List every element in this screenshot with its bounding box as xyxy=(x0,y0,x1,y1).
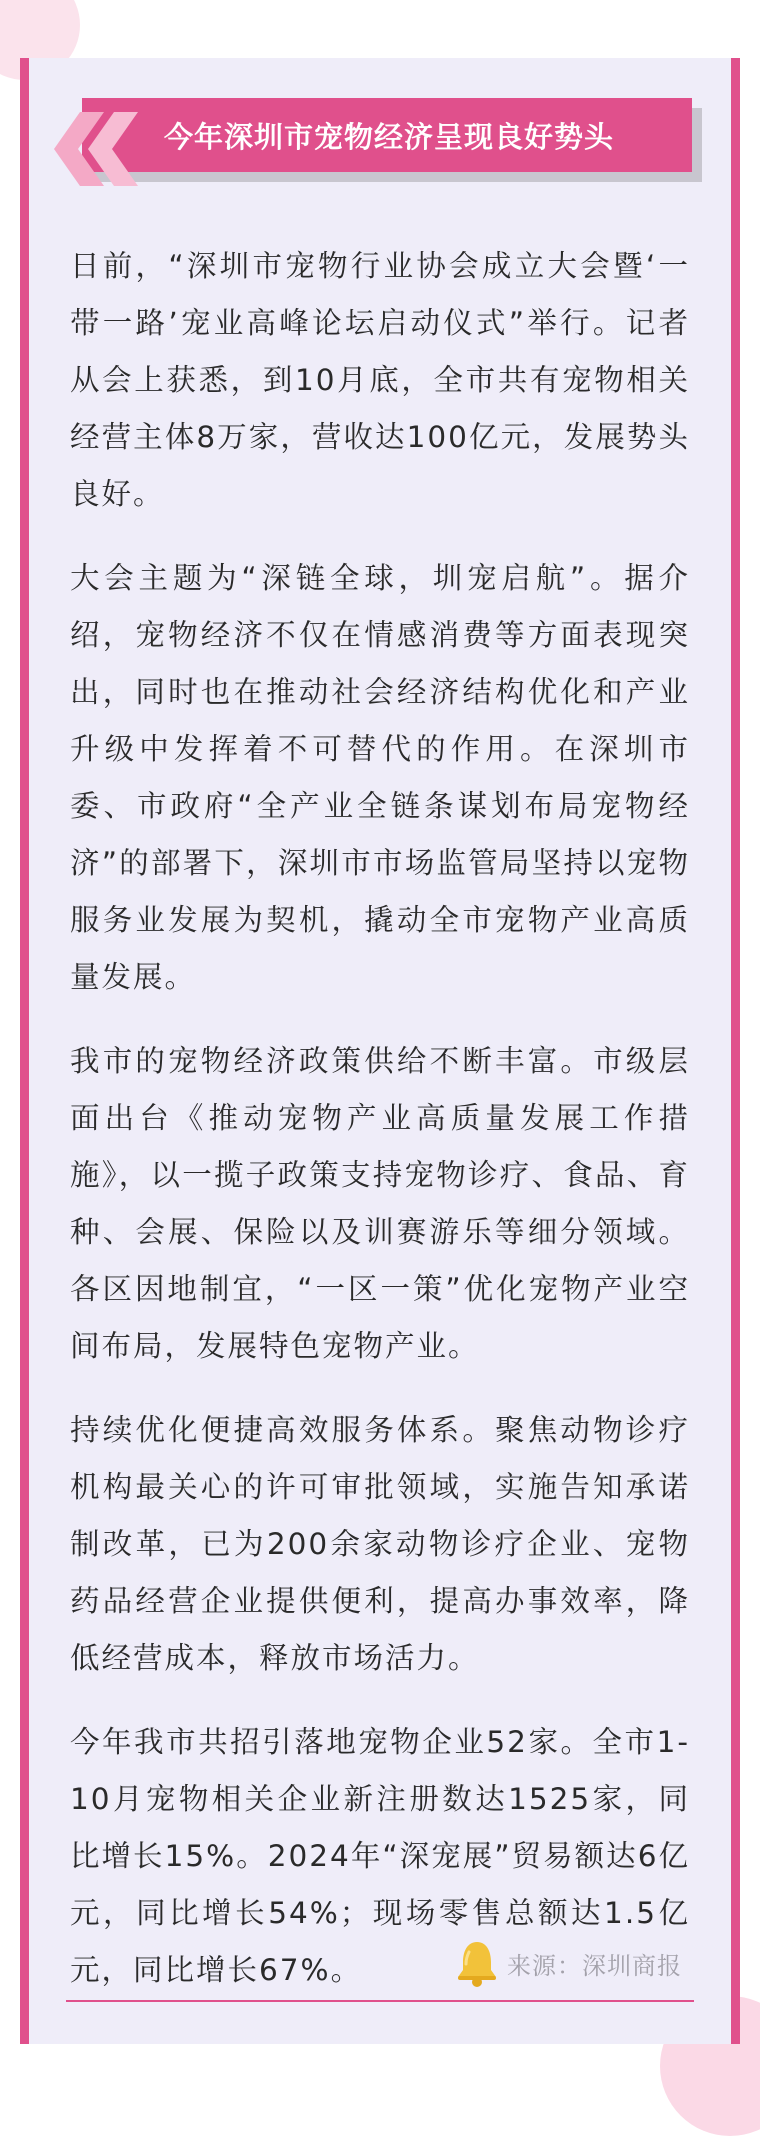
bell-icon xyxy=(453,1938,501,1988)
source-text: 来源：深圳商报 xyxy=(507,1951,682,1980)
article-title: 今年深圳市宠物经济呈现良好势头 xyxy=(164,119,615,154)
paragraph: 今年我市共招引落地宠物企业52家。全市1-10月宠物相关企业新注册数达1525家，同比增长15%。2024年“深宠展”贸易额达6亿元，同比增长54%；现场零售总额达1.5亿元，同比增长67%。 xyxy=(70,1725,690,1987)
bottom-divider xyxy=(66,2000,694,2002)
paragraph: 大会主题为“深链全球，圳宠启航”。据介绍，宠物经济不仅在情感消费等方面表现突出，同时也在推动社会经济结构优化和产业升级中发挥着不可替代的作用。在深圳市委、市政府“全产业全链条谋划布局宠物经济”的部署下，深圳市市场监管局坚持以宠物服务业发展为契机，撬动全市宠物产业高质量发展。 xyxy=(70,561,690,994)
paragraph: 日前，“深圳市宠物行业协会成立大会暨‘一带一路’宠业高峰论坛启动仪式”举行。记者从会上获悉，到10月底，全市共有宠物相关经营主体8万家，营收达100亿元，发展势头良好。 xyxy=(70,249,690,511)
paragraph: 我市的宠物经济政策供给不断丰富。市级层面出台《推动宠物产业高质量发展工作措施》，以一揽子政策支持宠物诊疗、食品、育种、会展、保险以及训赛游乐等细分领域。各区因地制宜，“一区一策”优化宠物产业空间布局，发展特色宠物产业。 xyxy=(70,1044,690,1363)
article-body xyxy=(70,238,690,2026)
double-quote-icon xyxy=(54,112,150,186)
source-attribution xyxy=(453,1938,682,1988)
title-bar xyxy=(82,98,692,172)
paragraph: 持续优化便捷高效服务体系。聚焦动物诊疗机构最关心的许可审批领域，实施告知承诺制改革，已为200余家动物诊疗企业、宠物药品经营企业提供便利，提高办事效率，降低经营成本，释放市场活力。 xyxy=(70,1413,690,1675)
